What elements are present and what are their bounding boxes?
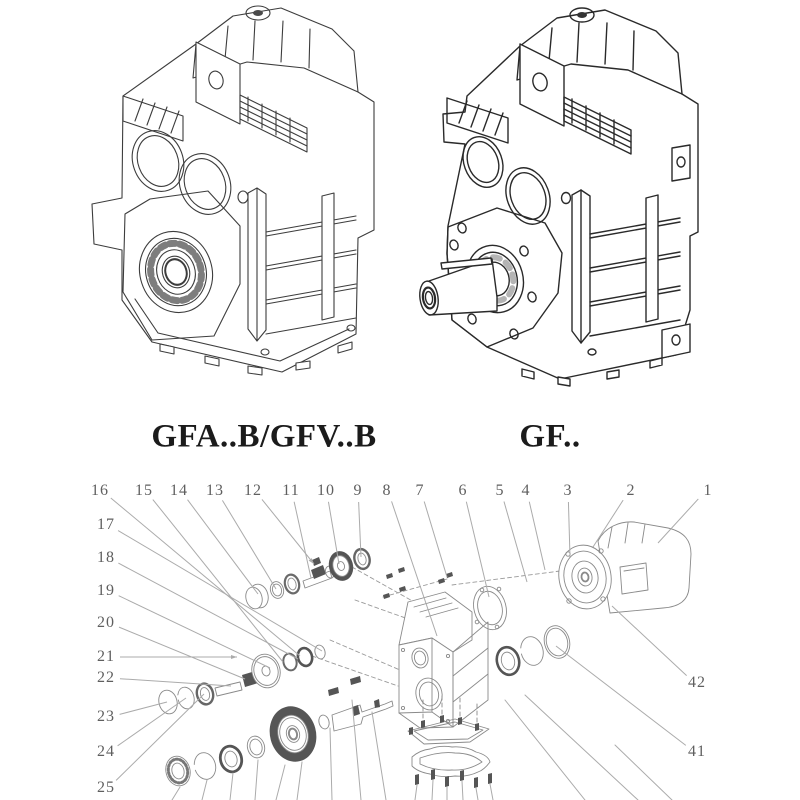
callout-24: 24 <box>97 743 115 760</box>
leader-line-17 <box>118 531 322 651</box>
callout-1: 1 <box>703 482 713 499</box>
callout-16: 16 <box>91 482 109 499</box>
model-label-gf: GF.. <box>519 418 581 455</box>
callout-14: 14 <box>170 482 188 499</box>
leader-line-18 <box>118 563 298 659</box>
leader-line-4 <box>529 502 545 570</box>
adapter-flange-ring <box>469 583 511 634</box>
input-shaft-assembly <box>243 547 405 610</box>
gearbox-drawing-gfab <box>92 6 374 375</box>
callout-4: 4 <box>521 482 531 499</box>
leader-line-15 <box>153 500 283 662</box>
callout-23: 23 <box>97 708 115 725</box>
leader-line-16 <box>111 498 300 656</box>
callout-20: 20 <box>97 614 115 631</box>
output-shaft <box>418 239 531 319</box>
callout-22: 22 <box>97 669 115 686</box>
callout-6: 6 <box>458 482 468 499</box>
callout-17: 17 <box>97 516 115 533</box>
callout-9: 9 <box>353 482 363 499</box>
hollow-shaft-bearing <box>123 191 240 340</box>
leader-line-14 <box>188 500 258 594</box>
leader-line-3 <box>568 502 570 557</box>
callout-5: 5 <box>495 482 505 499</box>
gearbox-drawing-gf <box>418 8 698 386</box>
callout-18: 18 <box>97 549 115 566</box>
callout-15: 15 <box>135 482 153 499</box>
output-shaft-part <box>332 701 393 731</box>
leader-line-41 <box>556 646 686 745</box>
leader-arrowhead-21 <box>231 655 237 659</box>
callout-7: 7 <box>415 482 425 499</box>
callout-11: 11 <box>282 482 300 499</box>
callout-13: 13 <box>206 482 224 499</box>
callout-3: 3 <box>563 482 573 499</box>
leader-line-42 <box>612 606 687 676</box>
callout-19: 19 <box>97 582 115 599</box>
leader-line-22 <box>120 679 231 686</box>
motor-unit <box>554 522 691 613</box>
model-label-gfab: GFA..B/GFV..B <box>151 418 377 455</box>
leader-line-5 <box>504 502 527 582</box>
callout-12: 12 <box>244 482 262 499</box>
callout-2: 2 <box>626 482 636 499</box>
circlip <box>518 634 547 668</box>
callout-41: 41 <box>688 743 706 760</box>
callout-21: 21 <box>97 648 115 665</box>
callout-42: 42 <box>688 674 706 691</box>
leader-line-13 <box>222 500 276 589</box>
leader-line-20 <box>119 627 245 679</box>
callout-25: 25 <box>97 779 115 796</box>
output-gear <box>264 701 323 767</box>
leader-line-23 <box>120 702 167 714</box>
leader-line-11 <box>294 502 311 578</box>
callout-8: 8 <box>382 482 392 499</box>
input-bores <box>456 131 557 230</box>
cover-plate <box>412 746 493 800</box>
leader-line-7 <box>424 501 447 577</box>
exploded-parts-diagram <box>156 522 691 800</box>
callout-10: 10 <box>317 482 335 499</box>
